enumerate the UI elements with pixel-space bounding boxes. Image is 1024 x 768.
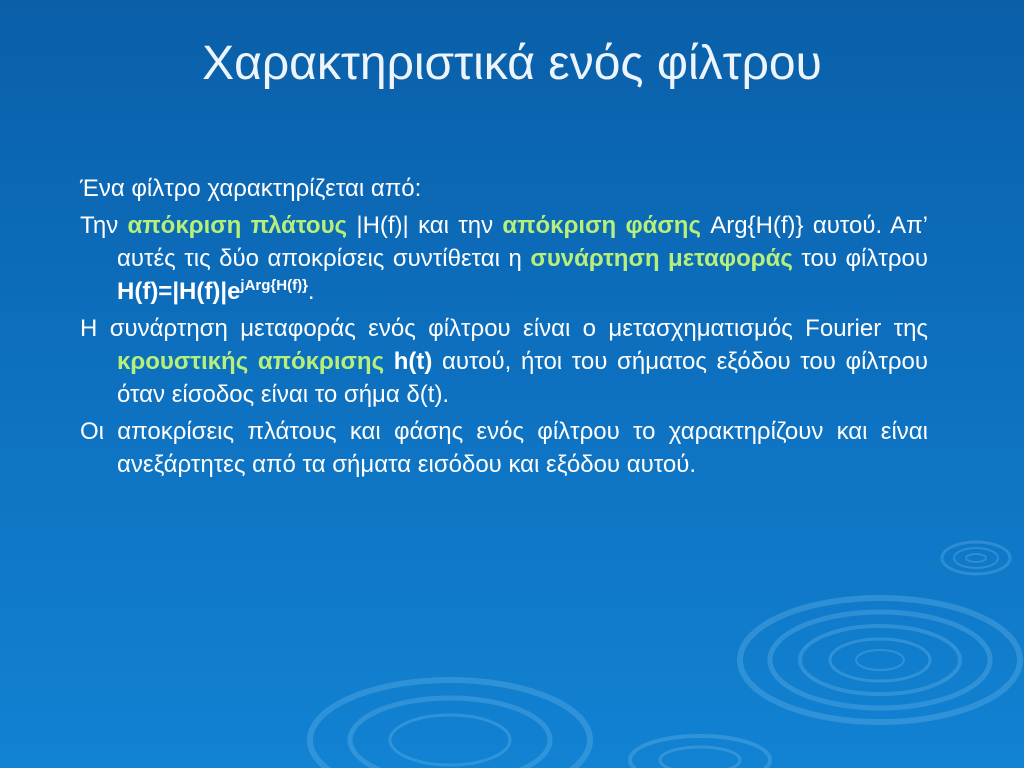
intro-paragraph: Ένα φίλτρο χαρακτηρίζεται από: <box>80 175 422 202</box>
text-segment: Arg{H(f)} αυτού. Απ’ αυτές τις δύο αποκρίσεις συντίθεται η <box>117 212 928 272</box>
independence-paragraph: Οι αποκρίσεις πλάτους και φάσης ενός φίλτρου το χαρακτηρίζουν και είναι ανεξάρτητες από τα σήματα εισόδου και εξόδου αυτού. <box>80 418 928 478</box>
highlight-transfer-function: συνάρτηση μεταφοράς <box>530 245 793 272</box>
text-segment: Η συνάρτηση μεταφοράς ενός φίλτρου είναι ο μετασχηματισμός Fourier της <box>80 315 928 342</box>
text-segment: |H(f)| και την <box>347 212 503 239</box>
response-paragraph <box>80 209 928 308</box>
formula-exponent: jArg{H(f)} <box>240 277 308 294</box>
text-segment: αυτού, ήτοι του σήματος εξόδου του φίλτρου όταν είσοδος είναι το σήμα δ(t). <box>117 348 929 408</box>
impulse-response-symbol: h(t) <box>393 348 433 375</box>
text-segment: Την <box>80 212 128 239</box>
transfer-function-formula: H(f)=|H(f)|e <box>117 278 241 305</box>
highlight-amplitude-response: απόκριση πλάτους <box>127 212 348 239</box>
text-segment: . <box>307 278 315 305</box>
text-segment <box>384 348 394 375</box>
slide-body <box>80 172 928 485</box>
highlight-phase-response: απόκριση φάσης <box>502 212 701 239</box>
fourier-paragraph <box>80 312 928 411</box>
highlight-impulse-response: κρουστικής απόκρισης <box>117 348 385 375</box>
slide-title: Χαρακτηριστικά ενός φίλτρου <box>202 37 822 90</box>
text-segment: του φίλτρου <box>792 245 928 272</box>
